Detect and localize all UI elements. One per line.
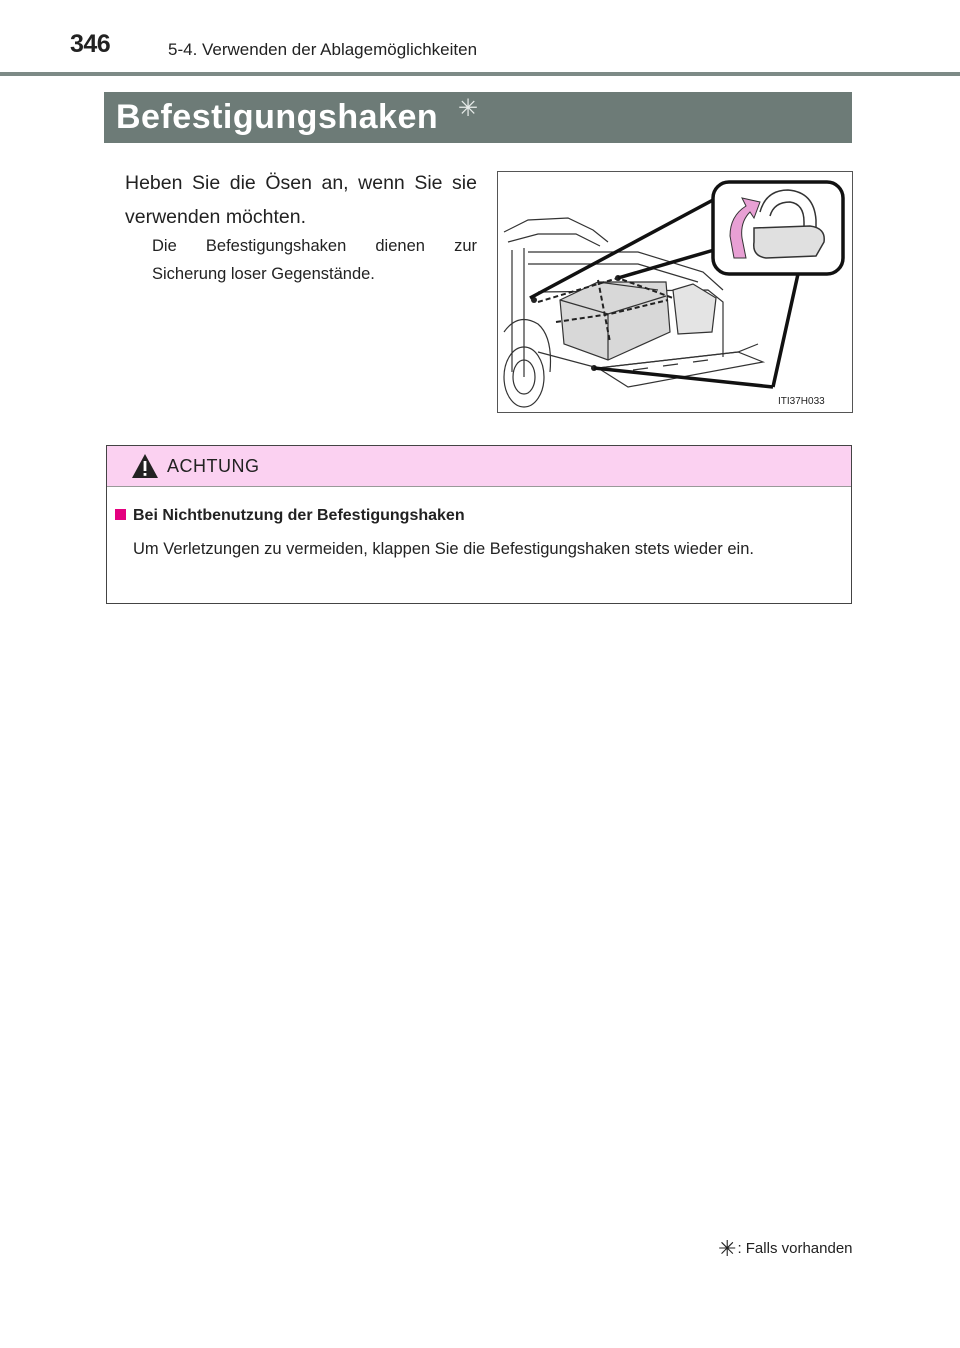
header-divider <box>0 72 960 76</box>
warning-triangle-icon <box>131 453 159 479</box>
optional-equipment-marker: ✳ <box>458 95 479 122</box>
footnote <box>718 1236 853 1262</box>
instruction-text: Heben Sie die Ösen an, wenn Sie sie verwenden möchten. <box>125 172 477 228</box>
footnote-text: : Falls vorhanden <box>737 1240 853 1257</box>
warning-header <box>107 446 851 487</box>
pickup-bed-illustration <box>497 171 853 413</box>
section-title-bar <box>104 92 852 143</box>
page-number: 346 <box>70 30 111 58</box>
note-text: Die Befestigungshaken dienen zur Sicherung loser Gegenstände. <box>152 237 477 283</box>
figure-code: ITI37H033 <box>778 396 825 407</box>
section-breadcrumb: 5-4. Verwenden der Ablagemöglichkeiten <box>168 40 478 59</box>
warning-box <box>106 445 852 604</box>
warning-subheading-text: Bei Nichtbenutzung der Befestigungshaken <box>133 507 465 524</box>
warning-subheading <box>115 507 465 525</box>
section-title: Befestigungshaken <box>116 98 439 136</box>
footnote-marker: ✳ <box>718 1236 737 1261</box>
tie-down-hook-illustration <box>498 172 852 412</box>
warning-title: ACHTUNG <box>167 456 260 476</box>
bullet-square-icon <box>115 509 126 520</box>
warning-text: Um Verletzungen zu vermeiden, klappen Sie die Befestigungshaken stets wieder ein. <box>133 540 754 558</box>
